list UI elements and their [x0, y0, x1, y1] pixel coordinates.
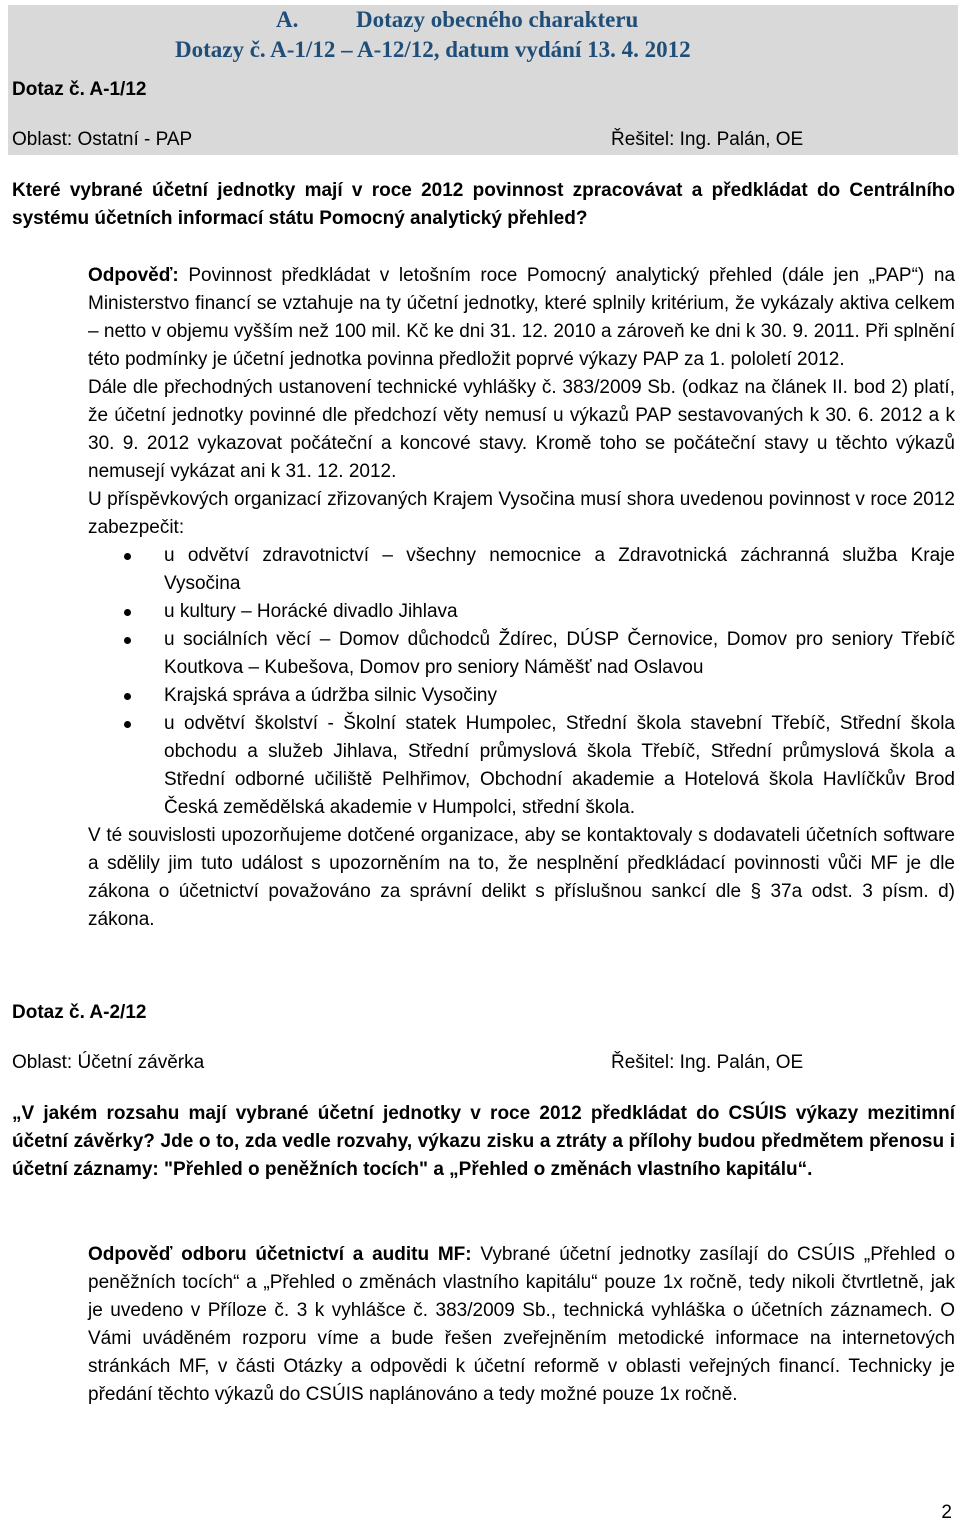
- question-solver: Řešitel: Ing. Palán, OE: [611, 1052, 804, 1073]
- answer-block: [88, 1241, 955, 1409]
- question-id: Dotaz č. A-2/12: [12, 1002, 147, 1023]
- bullet-icon: [124, 693, 131, 700]
- bullet-icon: [124, 609, 131, 616]
- answer-paragraph: V té souvislosti upozorňujeme dotčené organizace, aby se kontaktovaly s dodavateli účetních software a sdělily jim tuto událost s upozorněním na to, že nesplnění předkládací povinnosti vůči MF je dle zákona o účetnictví považováno za správní delikt s příslušnou sankcí dle § 37a odst. 3 písm. d) zákona.: [88, 825, 955, 930]
- question-area: Oblast: Ostatní - PAP: [12, 129, 193, 150]
- list-item: Krajská správa a údržba silnic Vysočiny: [88, 682, 955, 710]
- answer-text: Vybrané účetní jednotky zasílají do CSÚIS „Přehled o peněžních tocích“ a „Přehled o změnách vlastního kapitálu“ pouze 1x ročně, tedy nikoli čtvrtletně, jak je uvedeno v Příloze č. 3 k vyhlášce č. 383/2009 Sb., technická vyhláška o účetních záznamech. O Vámi uváděném rozporu víme a bude řešen zveřejněním metodické informace na internetových stránkách MF, v části Otázky a odpovědi k účetní reformě v oblasti veřejných financí. Technicky je předání těchto výkazů do CSÚIS naplánováno a tedy možné pouze 1x ročně.: [88, 1244, 956, 1405]
- page-number: 2: [941, 1502, 952, 1523]
- answer-paragraph: U příspěvkových organizací zřizovaných Krajem Vysočina musí shora uvedenou povinnost v roce 2012 zabezpečit:: [88, 489, 955, 538]
- list-item: u odvětví zdravotnictví – všechny nemocnice a Zdravotnická záchranná služba Kraje Vysočina: [88, 542, 955, 598]
- section-title: Dotazy obecného charakteru: [356, 7, 639, 32]
- answer-label: Odpověď odboru účetnictví a auditu MF:: [88, 1244, 472, 1265]
- list-item: u kultury – Horácké divadlo Jihlava: [88, 598, 955, 626]
- question-id: Dotaz č. A-1/12: [12, 79, 147, 100]
- question-text: „V jakém rozsahu mají vybrané účetní jednotky v roce 2012 předkládat do CSÚIS výkazy mezitimní účetní závěrky? Jde o to, zda vedle rozvahy, výkazu zisku a ztráty a přílohy budou předmětem přenosu i účetní záznamy: "Přehled o peněžních tocích" a „Přehled o změnách vlastního kapitálu“.: [12, 1103, 955, 1180]
- answer-block: [88, 262, 955, 934]
- question-solver: Řešitel: Ing. Palán, OE: [611, 129, 804, 150]
- question-area: Oblast: Účetní závěrka: [12, 1052, 205, 1073]
- list-item: u sociálních věcí – Domov důchodců Ždírec, DÚSP Černovice, Domov pro seniory Třebíč Koutkova – Kubešova, Domov pro seniory Náměšť nad Oslavou: [88, 626, 955, 682]
- bullet-icon: [124, 721, 131, 728]
- answer-paragraph: Dále dle přechodných ustanovení technické vyhlášky č. 383/2009 Sb. (odkaz na článek II. bod 2) platí, že účetní jednotky povinné dle předchozí věty nemusí u výkazů PAP sestavovaných k 30. 6. 2012 a k 30. 9. 2012 vykazovat počáteční a koncové stavy. Kromě toho se počáteční stavy u těchto výkazů nemusejí vykázat ani k 31. 12. 2012.: [88, 377, 955, 482]
- bullet-icon: [124, 553, 131, 560]
- bullet-icon: [124, 637, 131, 644]
- list-item: u odvětví školství - Školní statek Humpolec, Střední škola stavební Třebíč, Střední škola obchodu a služeb Jihlava, Střední průmyslová škola Třebíč, Střední průmyslová škola a Střední odborné učiliště Pelhřimov, Obchodní akademie a Hotelová škola Havlíčkův Brod Česká zemědělská akademie v Humpolci, střední škola.: [88, 710, 955, 822]
- section-subtitle: Dotazy č. A-1/12 – A-12/12, datum vydání 13. 4. 2012: [175, 37, 691, 62]
- section-letter: A.: [276, 7, 299, 32]
- question-text: Které vybrané účetní jednotky mají v roce 2012 povinnost zpracovávat a předkládat do Centrálního systému účetních informací státu Pomocný analytický přehled?: [12, 180, 955, 229]
- answer-paragraph: [88, 1241, 955, 1409]
- answer-label: Odpověď:: [88, 265, 179, 286]
- answer-paragraph: [88, 262, 955, 374]
- answer-text: Povinnost předkládat v letošním roce Pomocný analytický přehled (dále jen „PAP“) na Ministerstvo financí se vztahuje na ty účetní jednotky, které splnily kritérium, že vykázaly aktiva celkem – netto v objemu vyšším než 100 mil. Kč ke dni 31. 12. 2010 a zároveň ke dni k 30. 9. 2011. Při splnění této podmínky je účetní jednotka povinna předložit poprvé výkazy PAP za 1. pololetí 2012.: [88, 265, 956, 370]
- organization-list: [88, 542, 955, 822]
